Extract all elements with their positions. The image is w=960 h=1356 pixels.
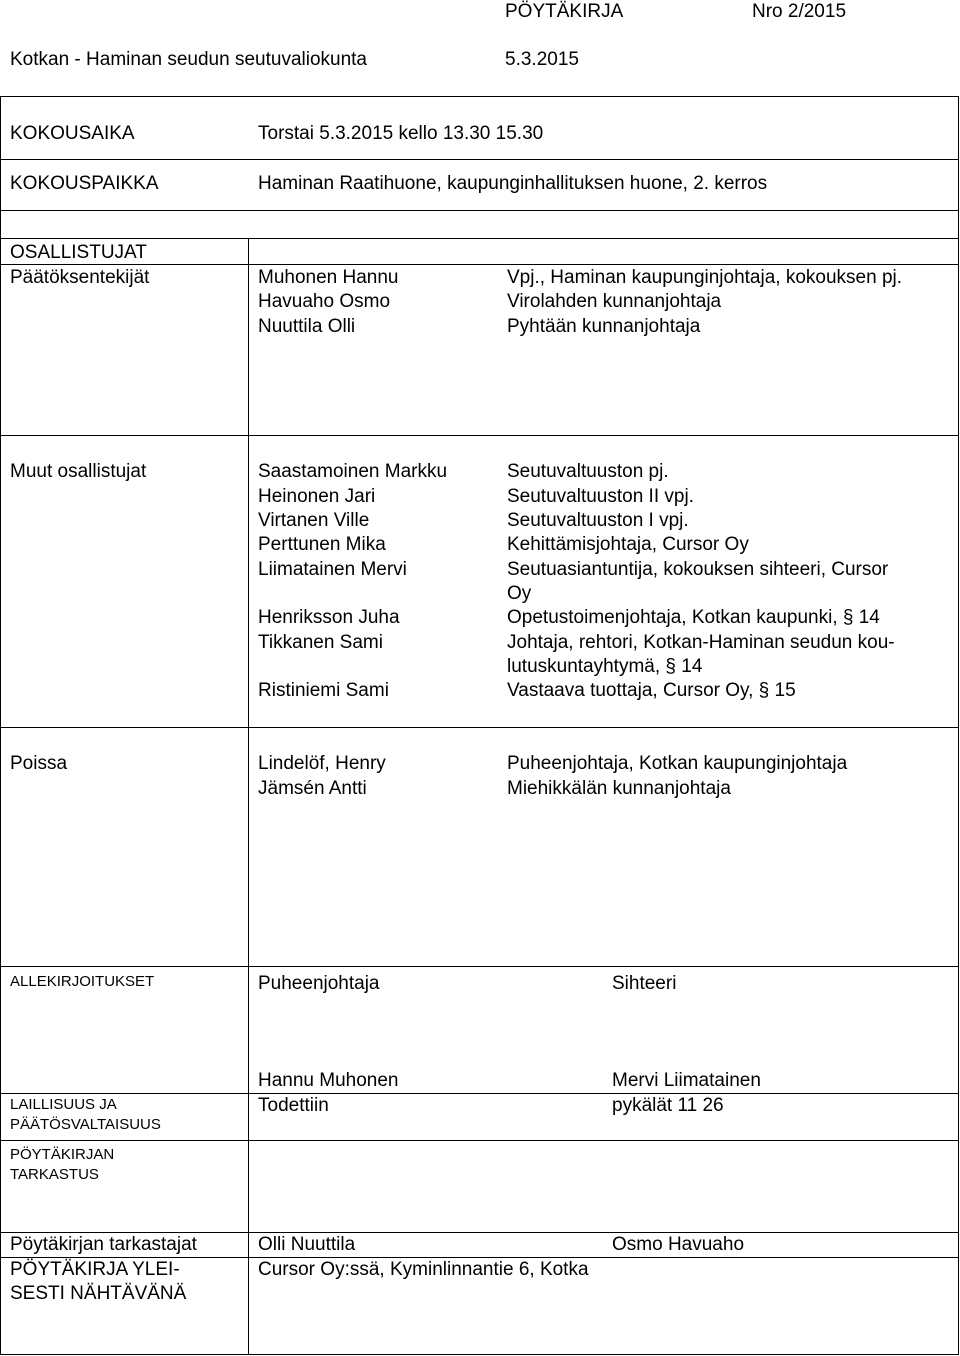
meeting-time-label: KOKOUSAIKA [10,123,135,144]
absent-label: Poissa [10,753,68,774]
header-divider [0,96,959,97]
participant-name: Heinonen Jari [258,486,376,507]
organization-name: Kotkan - Haminan seudun seutuvaliokunta [10,49,368,70]
absent-role: Puheenjohtaja, Kotkan kaupunginjohtaja [507,753,848,774]
inspector-name: Olli Nuuttila [258,1234,356,1255]
row-divider [0,727,959,728]
row-divider [0,210,959,211]
decision-maker-name: Nuuttila Olli [258,316,356,337]
participant-role: Kehittämisjohtaja, Cursor Oy [507,534,749,555]
participant-role: Vastaava tuottaja, Cursor Oy, § 15 [507,680,796,701]
participant-role: Seutuvaltuuston pj. [507,461,669,482]
secretary-signature-name: Mervi Liimatainen [612,1070,761,1091]
validity-statement: Todettiin [258,1095,329,1116]
document-type: PÖYTÄKIRJA [505,1,624,22]
decision-maker-role: Vpj., Haminan kaupunginjohtaja, kokouksen pj. [507,267,903,288]
table-left-border [0,96,1,1355]
review-label-line2: TARKASTUS [10,1166,99,1183]
participant-name: Perttunen Mika [258,534,386,555]
row-divider [0,1093,959,1094]
validity-sections: pykälät 11 26 [612,1095,724,1116]
other-participants-label: Muut osallistujat [10,461,147,482]
participant-role: Opetustoimenjohtaja, Kotkan kaupunki, § 14 [507,607,880,628]
validity-label-line2: PÄÄTÖSVALTAISUUS [10,1116,161,1133]
decision-maker-role: Pyhtään kunnanjohtaja [507,316,701,337]
public-display-label-line2: SESTI NÄHTÄVÄNÄ [10,1283,187,1304]
absent-name: Lindelöf, Henry [258,753,386,774]
document-number: Nro 2/2015 [752,1,847,22]
meeting-time-value: Torstai 5.3.2015 kello 13.30 15.30 [258,123,544,144]
public-display-label-line1: PÖYTÄKIRJA YLEI- [10,1259,180,1280]
validity-label-line1: LAILLISUUS JA [10,1096,117,1113]
participant-role: Seutuvaltuuston I vpj. [507,510,689,531]
participant-role: Johtaja, rehtori, Kotkan-Haminan seudun kou- [507,632,895,653]
participant-role-continued: lutuskuntayhtymä, § 14 [507,656,703,677]
bottom-border [0,1354,959,1355]
absent-role: Miehikkälän kunnanjohtaja [507,778,731,799]
participant-name: Tikkanen Sami [258,632,383,653]
participant-name: Virtanen Ville [258,510,370,531]
inspector-name: Osmo Havuaho [612,1234,745,1255]
signatures-label: ALLEKIRJOITUKSET [10,973,155,990]
participants-section-label: OSALLISTUJAT [10,242,147,263]
inspectors-label: Pöytäkirjan tarkastajat [10,1234,197,1255]
meeting-place-value: Haminan Raatihuone, kaupunginhallituksen huone, 2. kerros [258,173,768,194]
table-right-border [958,96,959,1355]
participant-name: Henriksson Juha [258,607,400,628]
participant-name: Saastamoinen Markku [258,461,448,482]
public-display-location: Cursor Oy:ssä, Kyminlinnantie 6, Kotka [258,1259,589,1280]
row-divider [0,1140,959,1141]
decision-maker-role: Virolahden kunnanjohtaja [507,291,722,312]
row-divider [0,264,959,265]
participant-role: Seutuvaltuuston II vpj. [507,486,694,507]
chair-signature-name: Hannu Muhonen [258,1070,399,1091]
row-divider [0,238,959,239]
participant-name: Ristiniemi Sami [258,680,389,701]
column-divider [248,238,249,1355]
decision-maker-name: Havuaho Osmo [258,291,391,312]
review-label-line1: PÖYTÄKIRJAN [10,1146,115,1163]
row-divider [0,435,959,436]
absent-name: Jämsén Antti [258,778,367,799]
decision-makers-label: Päätöksentekijät [10,267,150,288]
row-divider [0,159,959,160]
document-date: 5.3.2015 [505,49,579,70]
decision-maker-name: Muhonen Hannu [258,267,399,288]
participant-name: Liimatainen Mervi [258,559,407,580]
participant-role-continued: Oy [507,583,532,604]
chair-label: Puheenjohtaja [258,973,380,994]
row-divider [0,966,959,967]
meeting-place-label: KOKOUSPAIKKA [10,173,159,194]
secretary-label: Sihteeri [612,973,677,994]
participant-role: Seutuasiantuntija, kokouksen sihteeri, Cursor [507,559,889,580]
